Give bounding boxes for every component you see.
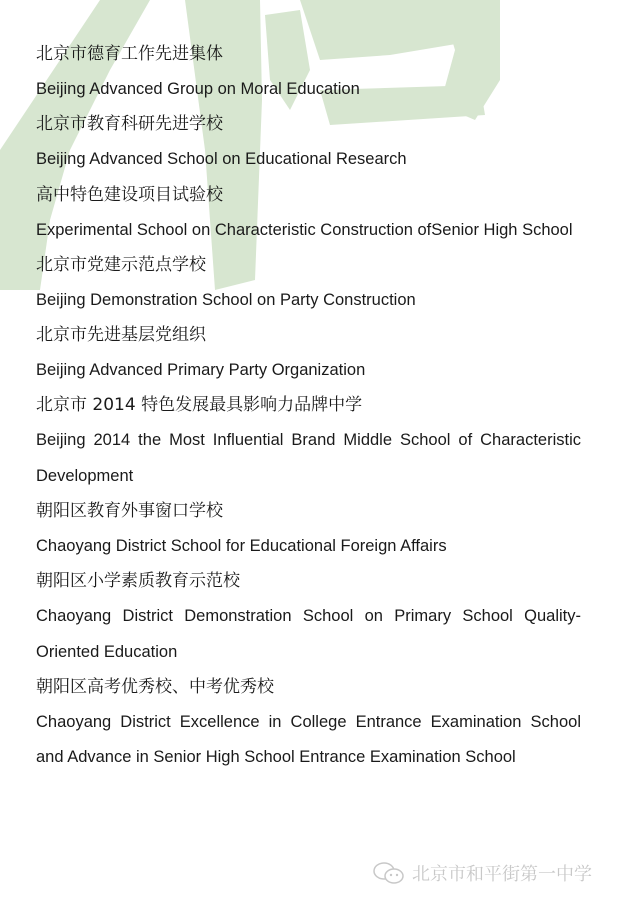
- honor-title-en: Beijing Demonstration School on Party Construction: [36, 290, 416, 309]
- honor-title-en: Chaoyang District School for Educational Foreign Affairs: [36, 537, 447, 556]
- honor-title-en: Beijing Advanced School on Educational Research: [36, 150, 407, 169]
- watermark: [372, 860, 592, 886]
- honor-title-zh: 朝阳区教育外事窗口学校: [36, 501, 223, 522]
- honor-title-en: Chaoyang District Excellence in College Entrance Examination School and Advance in Senior High School Entrance Examination School: [36, 712, 581, 767]
- wechat-icon: [372, 861, 406, 885]
- honor-title-zh: 北京市教育科研先进学校: [36, 114, 223, 135]
- honor-title-zh: 北京市先进基层党组织: [36, 325, 206, 346]
- honor-title-en: Beijing Advanced Primary Party Organization: [36, 361, 366, 380]
- honor-title-zh: 高中特色建设项目试验校: [36, 184, 223, 205]
- watermark-text: 北京市和平街第一中学: [412, 864, 592, 885]
- honor-title-zh: 北京市党建示范点学校: [36, 254, 206, 275]
- honor-title-en: Beijing 2014 the Most Influential Brand Middle School of Characteristic Development: [36, 431, 581, 485]
- honor-title-zh: 北京市德育工作先进集体: [36, 44, 223, 64]
- honors-list: [36, 37, 581, 776]
- honor-title-en: Experimental School on Characteristic Construction ofSenior High School: [36, 220, 573, 239]
- honor-title-en: Chaoyang District Demonstration School on Primary School Quality-Oriented Education: [36, 607, 581, 661]
- honor-title-zh: 朝阳区高考优秀校、中考优秀校: [36, 676, 274, 697]
- honor-title-en: Beijing Advanced Group on Moral Education: [36, 80, 360, 98]
- honor-title-zh: 朝阳区小学素质教育示范校: [36, 571, 240, 592]
- honor-title-zh: 北京市 2014 特色发展最具影响力品牌中学: [36, 395, 363, 416]
